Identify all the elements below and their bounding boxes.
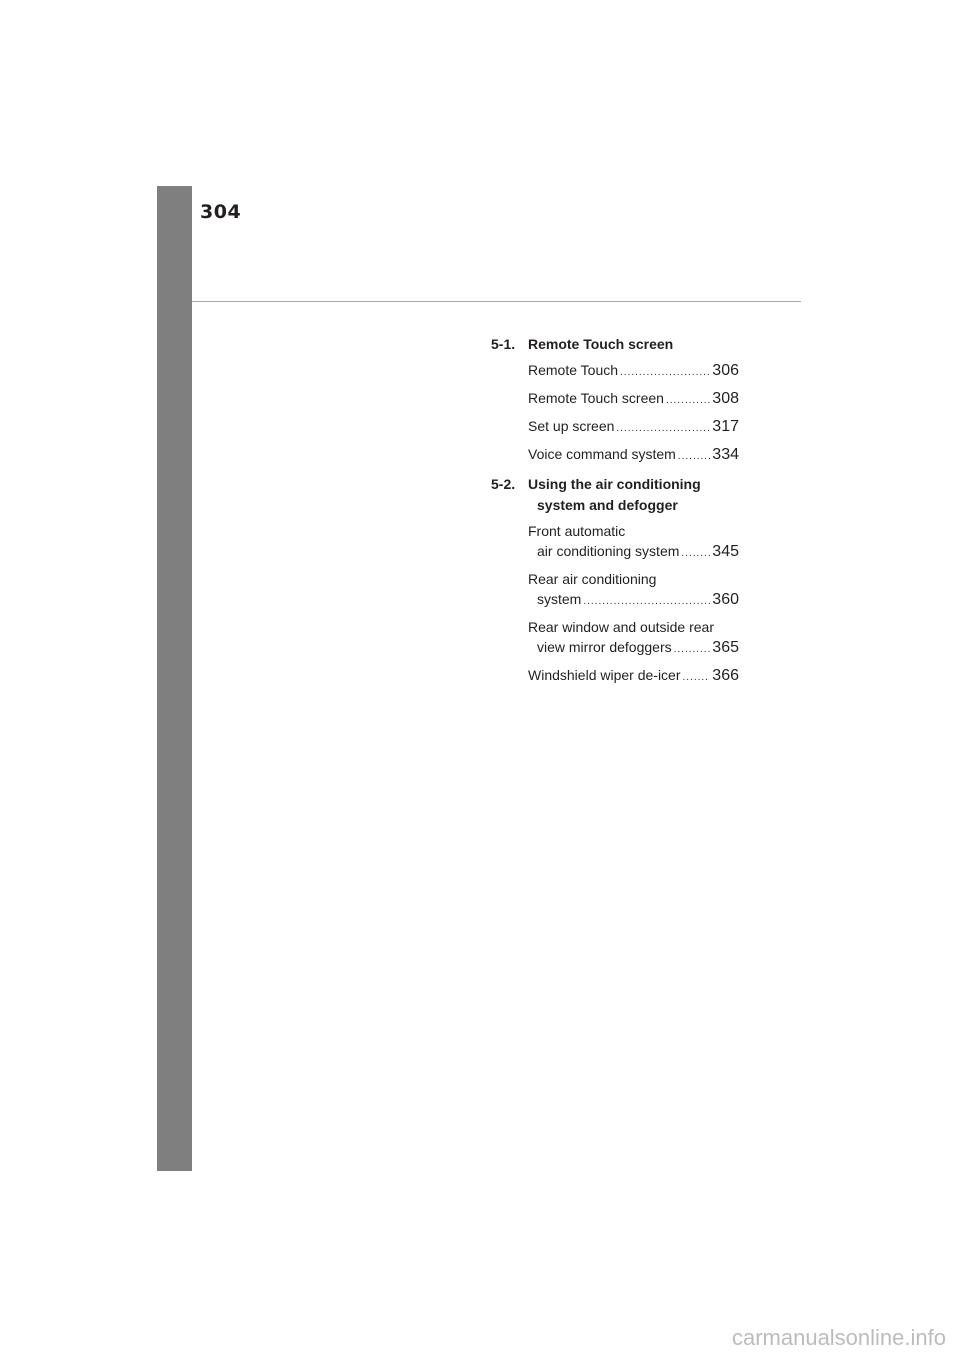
- table-of-contents: [491, 334, 739, 693]
- entry-title-line1: Rear window and outside rear: [528, 619, 714, 635]
- toc-entry-remote-touch-screen[interactable]: [528, 388, 739, 411]
- dot-leader: [620, 363, 710, 383]
- entry-page: 306: [712, 362, 739, 379]
- entry-title: Windshield wiper de-icer: [528, 667, 681, 683]
- toc-entry-rear-ac[interactable]: [528, 569, 739, 612]
- entry-title: Voice command system: [528, 446, 676, 462]
- toc-entry-rear-window-defoggers[interactable]: [528, 617, 739, 660]
- entry-page: 366: [712, 667, 739, 684]
- entry-page: 334: [712, 446, 739, 463]
- toc-entry-set-up-screen[interactable]: [528, 416, 739, 439]
- section-number: 5-2.: [491, 476, 516, 492]
- toc-entries-5-2: [491, 521, 739, 688]
- entry-page: 308: [712, 390, 739, 407]
- entry-page: 365: [712, 639, 739, 656]
- entry-page: 360: [712, 591, 739, 608]
- dot-leader: [678, 447, 710, 467]
- section-title: Remote Touch screen: [528, 336, 674, 352]
- page-number: 304: [200, 201, 242, 223]
- section-title: Using the air conditioning system and defogger: [528, 476, 701, 513]
- toc-section-5-1[interactable]: [491, 334, 739, 355]
- toc-entries-5-1: [491, 360, 739, 467]
- entry-title: air conditioning system: [537, 543, 680, 559]
- watermark: carmanualsonline.info: [731, 1325, 946, 1350]
- entry-page: 345: [712, 543, 739, 560]
- header-rule: [192, 301, 801, 302]
- toc-entry-voice-command-system[interactable]: [528, 444, 739, 467]
- entry-title: system: [537, 591, 582, 607]
- entry-title: Remote Touch: [528, 362, 619, 378]
- dot-leader: [674, 640, 711, 660]
- toc-section-5-2[interactable]: [491, 474, 739, 516]
- side-tab-band: [157, 186, 192, 1171]
- entry-page: 317: [712, 418, 739, 435]
- dot-leader: [681, 544, 710, 564]
- dot-leader: [616, 419, 710, 439]
- entry-title: Set up screen: [528, 418, 615, 434]
- entry-title-line1: Front automatic: [528, 523, 626, 539]
- dot-leader: [583, 592, 710, 612]
- toc-entry-front-automatic-ac[interactable]: [528, 521, 739, 564]
- toc-entry-remote-touch[interactable]: [528, 360, 739, 383]
- dot-leader: [666, 391, 710, 411]
- dot-leader: [683, 668, 711, 688]
- entry-title: view mirror defoggers: [537, 639, 672, 655]
- entry-title-line1: Rear air conditioning: [528, 571, 657, 587]
- toc-entry-windshield-wiper-de-icer[interactable]: [528, 665, 739, 688]
- entry-title: Remote Touch screen: [528, 390, 664, 406]
- section-number: 5-1.: [491, 336, 516, 352]
